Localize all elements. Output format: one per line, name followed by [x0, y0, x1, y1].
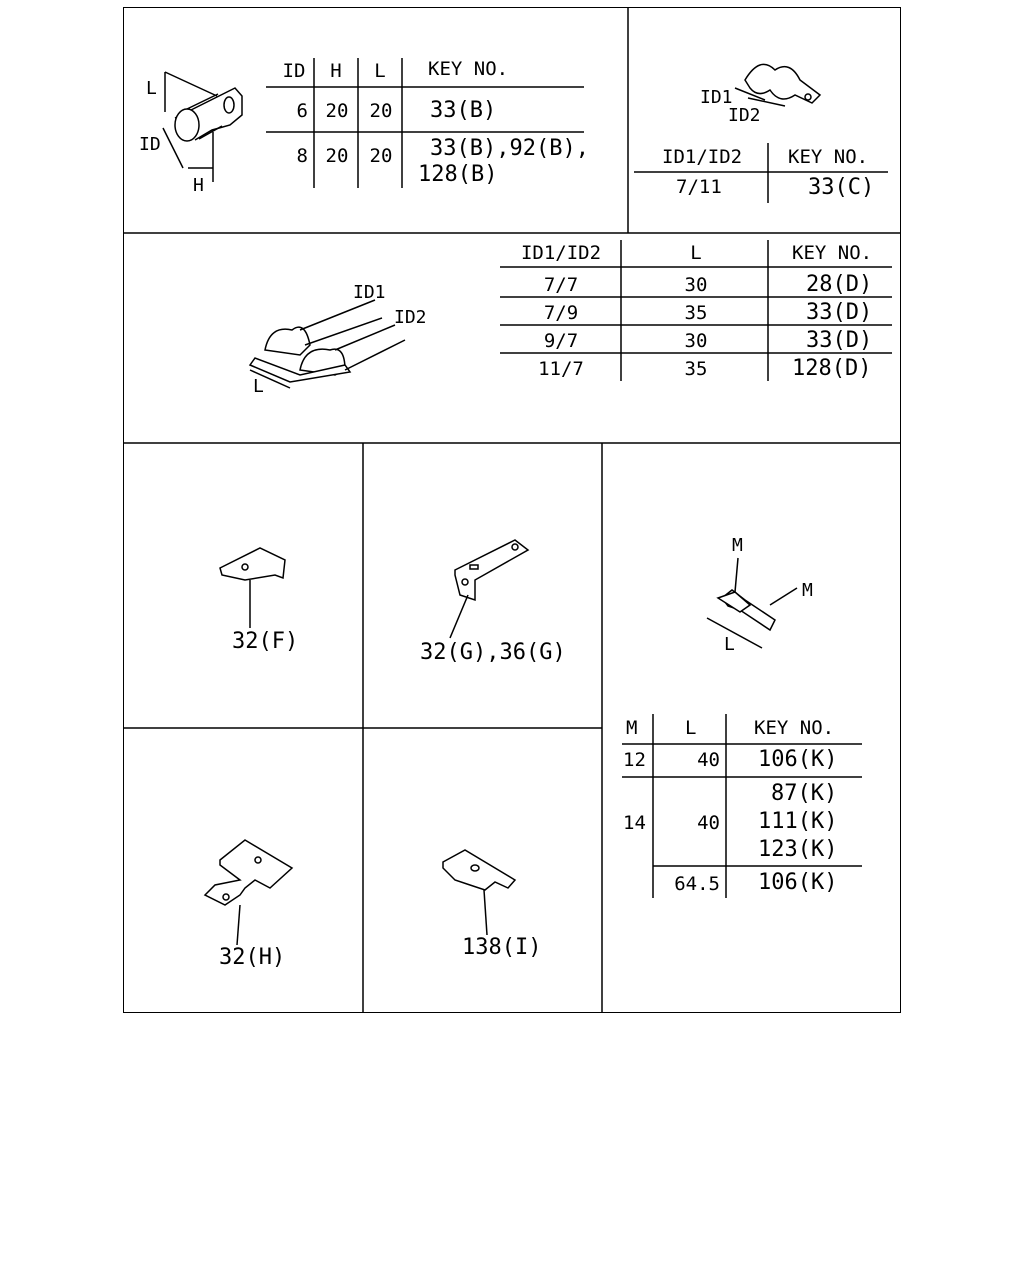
col-header-key: KEY NO. — [754, 717, 835, 739]
table-cell: 123(K) — [758, 837, 838, 862]
table-cell: 33(D) — [806, 328, 873, 353]
dim-l-label: L — [253, 376, 264, 397]
col-header-key: KEY NO. — [428, 58, 509, 80]
bracket-f-label: 32(F) — [232, 629, 299, 654]
dim-m-label: M — [802, 580, 813, 601]
table-cell: 30 — [684, 274, 708, 296]
dim-m-label: M — [732, 535, 743, 556]
table-cell: 40 — [697, 812, 720, 834]
table-cell: 33(C) — [808, 175, 875, 200]
col-header-l: L — [374, 60, 386, 82]
col-header-h: H — [330, 60, 342, 82]
table-cell: 87(K) — [771, 781, 838, 806]
bracket-h-drawing — [205, 840, 292, 945]
table-cell: 9/7 — [543, 330, 579, 352]
table-cell: 14 — [623, 812, 646, 834]
table-cell: 7/9 — [543, 302, 579, 324]
col-header-ids: ID1/ID2 — [520, 242, 602, 264]
table-cell: 20 — [325, 100, 349, 122]
bracket-i-drawing — [443, 850, 515, 935]
clamp-c-drawing — [735, 64, 820, 106]
dim-id1-label: ID1 — [353, 282, 386, 303]
table-cell: 35 — [684, 302, 708, 324]
table-cell: 106(K) — [758, 747, 838, 772]
bracket-f-drawing — [220, 548, 285, 628]
bracket-g-label: 32(G),36(G) — [420, 640, 566, 665]
table-cell: 7/11 — [676, 176, 722, 198]
union-fitting-drawing — [707, 558, 797, 648]
table-cell: 106(K) — [758, 870, 838, 895]
dim-id1-label: ID1 — [700, 87, 733, 108]
table-cell: 64.5 — [674, 873, 720, 895]
col-header-id: ID — [282, 60, 306, 82]
table-cell: 20 — [369, 145, 393, 167]
table-cell: 6 — [296, 100, 308, 122]
bracket-h-label: 32(H) — [219, 945, 286, 970]
dim-l-label: L — [146, 78, 157, 99]
table-cell: 33(B),92(B), — [430, 136, 589, 161]
table-cell: 30 — [684, 330, 708, 352]
dim-l-label: L — [724, 634, 735, 655]
dim-id2-label: ID2 — [728, 105, 761, 126]
table-cell: 40 — [697, 749, 720, 771]
table-cell: 20 — [369, 100, 393, 122]
table-cell: 8 — [296, 145, 308, 167]
bracket-i-label: 138(I) — [462, 935, 542, 960]
table-cell: 35 — [684, 358, 708, 380]
clamp-d-drawing — [250, 300, 405, 388]
col-header-l: L — [685, 717, 697, 739]
col-header-key: KEY NO. — [788, 146, 869, 168]
dim-id-label: ID — [139, 134, 161, 155]
table-cell: 128(B) — [418, 162, 498, 187]
dim-h-label: H — [193, 175, 204, 196]
col-header-ids: ID1/ID2 — [662, 146, 743, 168]
table-cell: 20 — [325, 145, 349, 167]
table-cell: 111(K) — [758, 809, 838, 834]
table-cell: 128(D) — [792, 356, 872, 381]
col-header-m: M — [626, 717, 638, 739]
col-header-key: KEY NO. — [792, 242, 873, 264]
table-cell: 28(D) — [806, 272, 873, 297]
table-cell: 33(B) — [430, 98, 497, 123]
bracket-g-drawing — [450, 540, 528, 638]
col-header-l: L — [690, 242, 702, 264]
table-cell: 33(D) — [806, 300, 873, 325]
clamp-b-drawing — [163, 72, 242, 182]
dim-id2-label: ID2 — [394, 307, 427, 328]
table-cell: 7/7 — [543, 274, 579, 296]
table-cell: 11/7 — [538, 358, 584, 380]
table-cell: 12 — [623, 749, 646, 771]
